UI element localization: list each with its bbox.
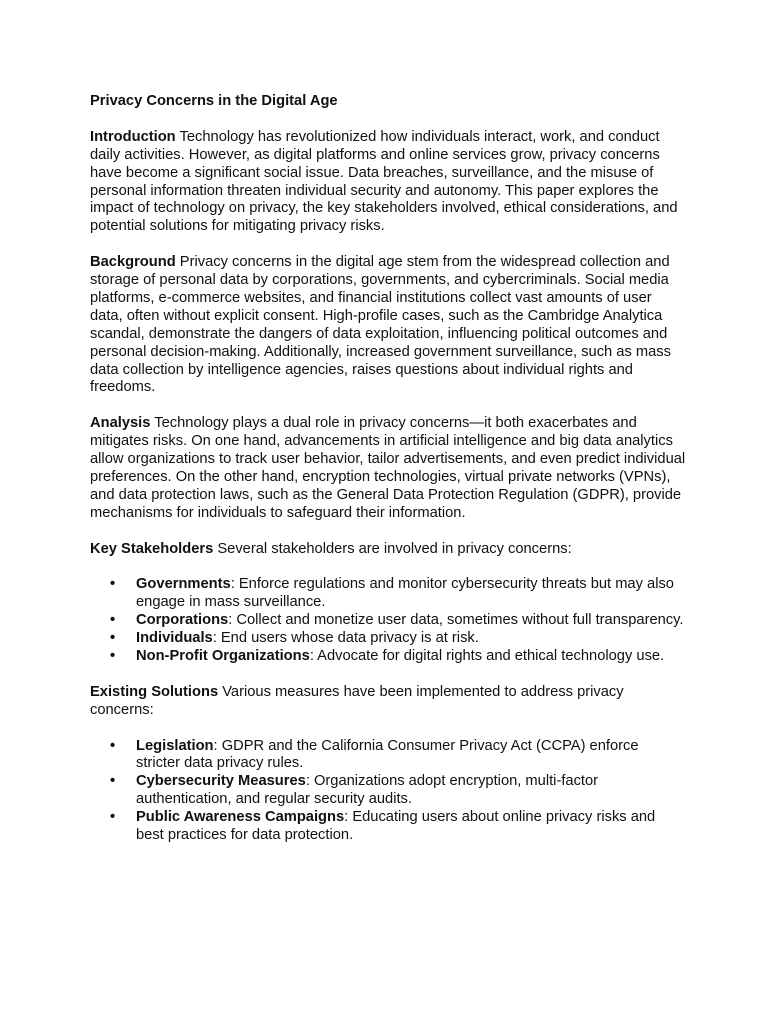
list-item	[90, 630, 686, 648]
bullet-icon: •	[110, 773, 116, 790]
list-item-term: Corporations	[136, 612, 229, 629]
list-item-desc: : GDPR and the California Consumer Privacy Act (CCPA) enforce stricter data privacy rules.	[136, 737, 639, 772]
solutions-list	[90, 738, 686, 845]
list-item	[90, 809, 686, 845]
solutions-heading: Existing Solutions	[90, 683, 219, 700]
list-item	[90, 773, 686, 809]
bullet-icon: •	[110, 576, 116, 593]
solutions-paragraph	[90, 684, 686, 720]
solutions-text: Various measures have been implemented to address privacy concerns:	[90, 683, 624, 718]
list-item-term: Governments	[136, 576, 231, 593]
analysis-text: Technology plays a dual role in privacy concerns—it both exacerbates and mitigates risks. On one hand, advancements in artificial intelligence and big data analytics allow organizations to track user behavior, tailor advertisements, and even predict individual preferences. On the other hand, encryption technologies, virtual private networks (VPNs), and data protection laws, such as the General Data Protection Regulation (GDPR), provide mechanisms for individuals to safeguard their information.	[90, 415, 686, 521]
list-item-term: Legislation	[136, 737, 214, 754]
document-title: Privacy Concerns in the Digital Age	[90, 93, 338, 109]
introduction-text: Technology has revolutionized how individuals interact, work, and conduct daily activities. However, as digital platforms and online services grow, privacy concerns have become a significant social issue. Data breaches, surveillance, and the misuse of personal information threaten individual security and autonomy. This paper explores the impact of technology on privacy, the key stakeholders involved, ethical considerations, and potential solutions for mitigating privacy risks.	[90, 128, 678, 235]
stakeholders-list	[90, 576, 686, 666]
list-item	[90, 612, 686, 630]
bullet-icon: •	[110, 630, 116, 647]
background-paragraph	[90, 254, 686, 397]
document-page	[90, 93, 686, 863]
bullet-icon: •	[110, 648, 116, 665]
analysis-heading: Analysis	[90, 415, 151, 432]
bullet-icon: •	[110, 737, 116, 754]
stakeholders-heading: Key Stakeholders	[90, 540, 214, 557]
list-item	[90, 648, 686, 666]
analysis-paragraph	[90, 415, 686, 522]
list-item-desc: : Collect and monetize user data, sometimes without full transparency.	[228, 612, 684, 629]
stakeholders-text: Several stakeholders are involved in privacy concerns:	[217, 540, 572, 557]
list-item-desc: : Advocate for digital rights and ethical technology use.	[309, 648, 665, 665]
list-item-desc: : Enforce regulations and monitor cybersecurity threats but may also engage in mass surveillance.	[136, 576, 674, 611]
list-item	[90, 576, 686, 612]
list-item-desc: : End users whose data privacy is at risk.	[212, 630, 479, 647]
background-text: Privacy concerns in the digital age stem from the widespread collection and storage of personal data by corporations, governments, and cybercriminals. Social media platforms, e-commerce websites, and financial institutions collect vast amounts of user data, often without explicit consent. High-profile cases, such as the Cambridge Analytica scandal, demonstrate the dangers of data exploitation, influencing political outcomes and personal decision-making. Additionally, increased government surveillance, such as mass data collection by intelligence agencies, raises questions about individual rights and freedoms.	[90, 254, 671, 396]
bullet-icon: •	[110, 612, 116, 629]
list-item-term: Cybersecurity Measures	[136, 773, 306, 790]
introduction-heading: Introduction	[90, 128, 176, 145]
list-item-desc: : Organizations adopt encryption, multi-factor authentication, and regular security audits.	[136, 773, 599, 808]
bullet-icon: •	[110, 809, 116, 826]
stakeholders-paragraph	[90, 541, 686, 559]
list-item-desc: : Educating users about online privacy risks and best practices for data protection.	[136, 809, 656, 844]
list-item-term: Public Awareness Campaigns	[136, 809, 345, 826]
introduction-paragraph	[90, 129, 686, 236]
list-item	[90, 738, 686, 774]
list-item-term: Individuals	[136, 630, 213, 647]
background-heading: Background	[90, 254, 176, 271]
list-item-term: Non-Profit Organizations	[136, 648, 310, 665]
